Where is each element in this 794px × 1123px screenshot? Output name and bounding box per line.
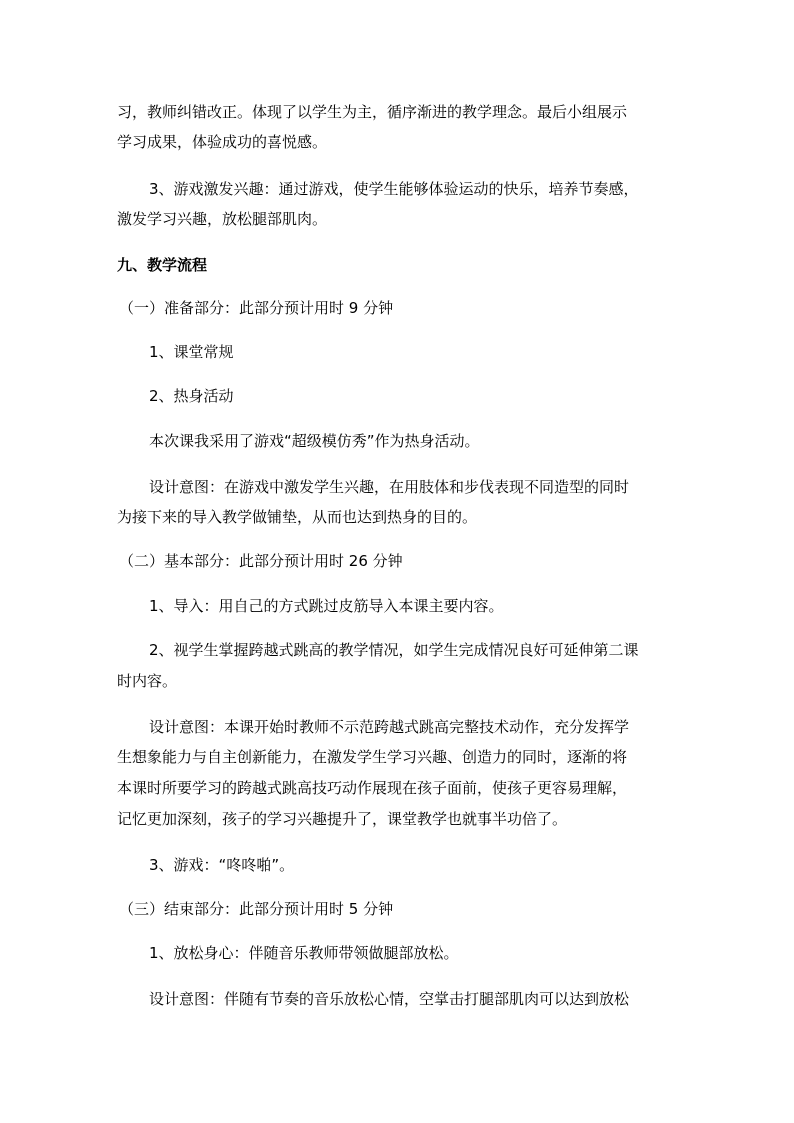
paragraph-line: 记忆更加深刻，孩子的学习兴趣提升了，课堂教学也就事半功倍了。: [117, 810, 568, 828]
list-item: 1、放松身心：伴随音乐教师带领做腿部放松。: [149, 944, 459, 962]
subsection-heading: （三）结束部分：此部分预计用时 5 分钟: [119, 900, 394, 918]
list-item: 1、导入：用自己的方式跳过皮筋导入本课主要内容。: [149, 597, 504, 615]
section-heading: 九、教学流程: [117, 256, 208, 274]
paragraph-line: 习，教师纠错改正。体现了以学生为主，循序渐进的教学理念。最后小组展示: [117, 103, 628, 121]
list-item: 1、课堂常规: [149, 343, 234, 361]
paragraph-line: 为接下来的导入教学做铺垫，从而也达到热身的目的。: [117, 508, 478, 526]
paragraph-line: 3、游戏激发兴趣：通过游戏，使学生能够体验运动的快乐，培养节奏感，: [149, 180, 639, 198]
paragraph-line: 学习成果，体验成功的喜悦感。: [117, 133, 328, 151]
list-item: 2、视学生掌握跨越式跳高的教学情况，如学生完成情况良好可延伸第二课: [149, 641, 639, 659]
paragraph-line: 设计意图：伴随有节奏的音乐放松心情，空掌击打腿部肌肉可以达到放松: [149, 990, 630, 1008]
subsection-heading: （一）准备部分：此部分预计用时 9 分钟: [119, 299, 394, 317]
subsection-heading: （二）基本部分：此部分预计用时 26 分钟: [119, 552, 403, 570]
paragraph-line: 本课时所要学习的跨越式跳高技巧动作展现在孩子面前，使孩子更容易理解，: [117, 779, 628, 797]
paragraph-line: 激发学习兴趣，放松腿部肌肉。: [117, 210, 328, 228]
paragraph-line: 本次课我采用了游戏“超级模仿秀”作为热身活动。: [149, 432, 480, 450]
list-item: 2、热身活动: [149, 387, 234, 405]
list-item: 3、游戏：“咚咚啪”。: [149, 856, 295, 874]
paragraph-line: 设计意图：本课开始时教师不示范跨越式跳高完整技术动作，充分发挥学: [149, 718, 630, 736]
paragraph-line: 时内容。: [117, 672, 178, 690]
paragraph-line: 设计意图：在游戏中激发学生兴趣，在用肢体和步伐表现不同造型的同时: [149, 478, 630, 496]
paragraph-line: 生想象能力与自主创新能力，在激发学生学习兴趣、创造力的同时，逐渐的将: [117, 748, 628, 766]
